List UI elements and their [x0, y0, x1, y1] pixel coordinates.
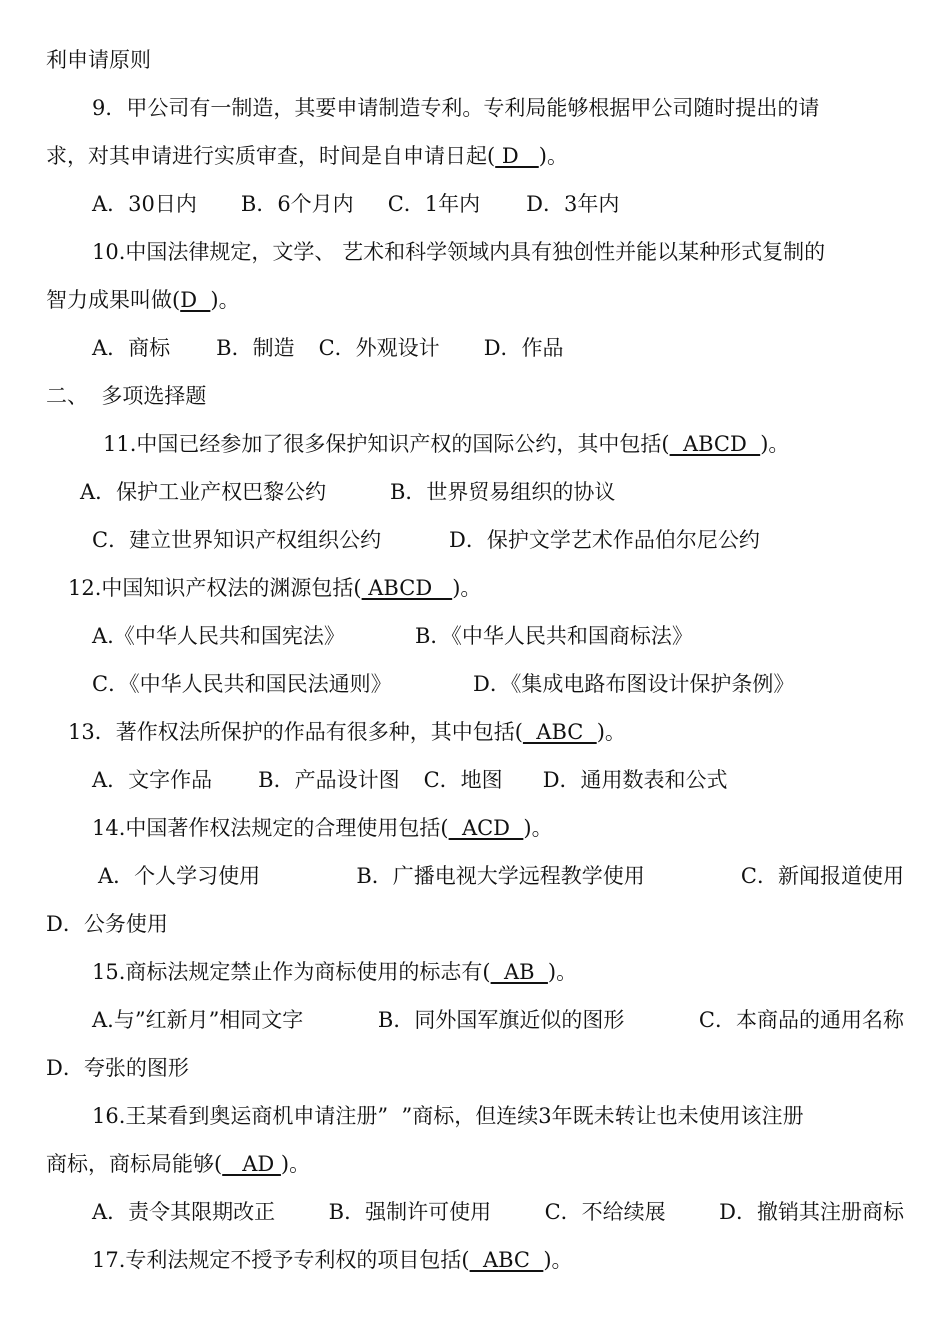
q15-option-c: C．本商品的通用名称 [698, 1008, 904, 1032]
q11-option-d: D．保护文学艺术作品伯尔尼公约 [449, 528, 760, 552]
q10-option-b: B．制造 [216, 336, 295, 360]
q14-option-c: C．新闻报道使用 [740, 864, 904, 888]
q11-option-c: C．建立世界知识产权组织公约 [92, 528, 382, 552]
q9-option-c: C．1年内 [387, 192, 481, 216]
q9-stem-line1: 9．甲公司有一制造，其要申请制造专利。专利局能够根据甲公司随时提出的请 [92, 96, 820, 120]
q14-option-b: B．广播电视大学远程教学使用 [356, 864, 645, 888]
q12-option-b: B．《中华人民共和国商标法》 [415, 624, 693, 648]
q15-option-d: D．夸张的图形 [46, 1056, 189, 1080]
q17-answer: ABC [469, 1248, 544, 1272]
q12-option-a: A.《中华人民共和国宪法》 [92, 624, 345, 648]
q9-option-d: D．3年内 [526, 192, 620, 216]
section-heading: 二、 多项选择题 [46, 384, 207, 408]
q10-option-c: C．外观设计 [318, 336, 440, 360]
q12-option-c: C．《中华人民共和国民法通则》 [92, 672, 392, 696]
q13-option-d: D．通用数表和公式 [542, 768, 728, 792]
q9-option-a: A．30日内 [92, 192, 197, 216]
q13-option-b: B．产品设计图 [258, 768, 400, 792]
q11-stem: 11.中国已经参加了很多保护知识产权的国际公约，其中包括( ABCD )。 [103, 432, 790, 456]
q9-answer: D [495, 144, 539, 168]
q15-answer: AB [490, 960, 548, 984]
q15-stem: 15.商标法规定禁止作为商标使用的标志有( AB )。 [92, 960, 578, 984]
q14-option-a: A．个人学习使用 [98, 864, 261, 888]
q10-option-d: D．作品 [483, 336, 564, 360]
intro-line: 利申请原则 [46, 48, 151, 72]
q16-stem-line1: 16.王某看到奥运商机申请注册” ”商标，但连续3年既未转让也未使用该注册 [92, 1104, 804, 1128]
q12-option-d: D．《集成电路布图设计保护条例》 [473, 672, 795, 696]
q9-options [92, 180, 619, 228]
q12-stem: 12.中国知识产权法的渊源包括( ABCD )。 [68, 576, 482, 600]
q9-stem-line2: 求，对其申请进行实质审查，时间是自申请日起( D )。 [46, 144, 568, 168]
q16-option-a: A．责令其限期改正 [92, 1200, 276, 1224]
q11-option-b: B．世界贸易组织的协议 [390, 480, 616, 504]
q14-option-d: D．公务使用 [46, 912, 168, 936]
q10-option-a: A．商标 [92, 336, 171, 360]
q11-answer: ABCD [669, 432, 761, 456]
q15-option-a: A.与”红新月”相同文字 [92, 1008, 304, 1032]
q10-stem-line2: 智力成果叫做(D )。 [46, 288, 240, 312]
q13-stem: 13．著作权法所保护的作品有很多种，其中包括( ABC )。 [68, 720, 626, 744]
q10-options [92, 324, 564, 372]
q15-options [92, 996, 904, 1044]
q16-option-c: C．不给续展 [544, 1200, 666, 1224]
q16-stem-line2: 商标，商标局能够( AD )。 [46, 1152, 311, 1176]
q13-option-a: A．文字作品 [92, 768, 213, 792]
q12-answer: ABCD [361, 576, 453, 600]
q13-option-c: C．地图 [423, 768, 503, 792]
q16-answer: AD [222, 1152, 281, 1176]
q14-answer: ACD [448, 816, 524, 840]
q10-answer: D [180, 288, 211, 312]
q9-option-b: B．6个月内 [240, 192, 354, 216]
q16-option-d: D．撤销其注册商标 [719, 1200, 904, 1224]
q14-options [98, 852, 904, 900]
q16-option-b: B．强制许可使用 [328, 1200, 492, 1224]
q13-options [92, 756, 728, 804]
q15-option-b: B．同外国军旗近似的图形 [377, 1008, 625, 1032]
q14-stem: 14.中国著作权法规定的合理使用包括( ACD )。 [92, 816, 553, 840]
q17-stem: 17.专利法规定不授予专利权的项目包括( ABC )。 [92, 1248, 573, 1272]
q11-option-a: A．保护工业产权巴黎公约 [80, 480, 327, 504]
q13-answer: ABC [522, 720, 597, 744]
q16-options [92, 1188, 904, 1236]
q10-stem-line1: 10.中国法律规定，文学、 艺术和科学领域内具有独创性并能以某种形式复制的 [92, 240, 826, 264]
